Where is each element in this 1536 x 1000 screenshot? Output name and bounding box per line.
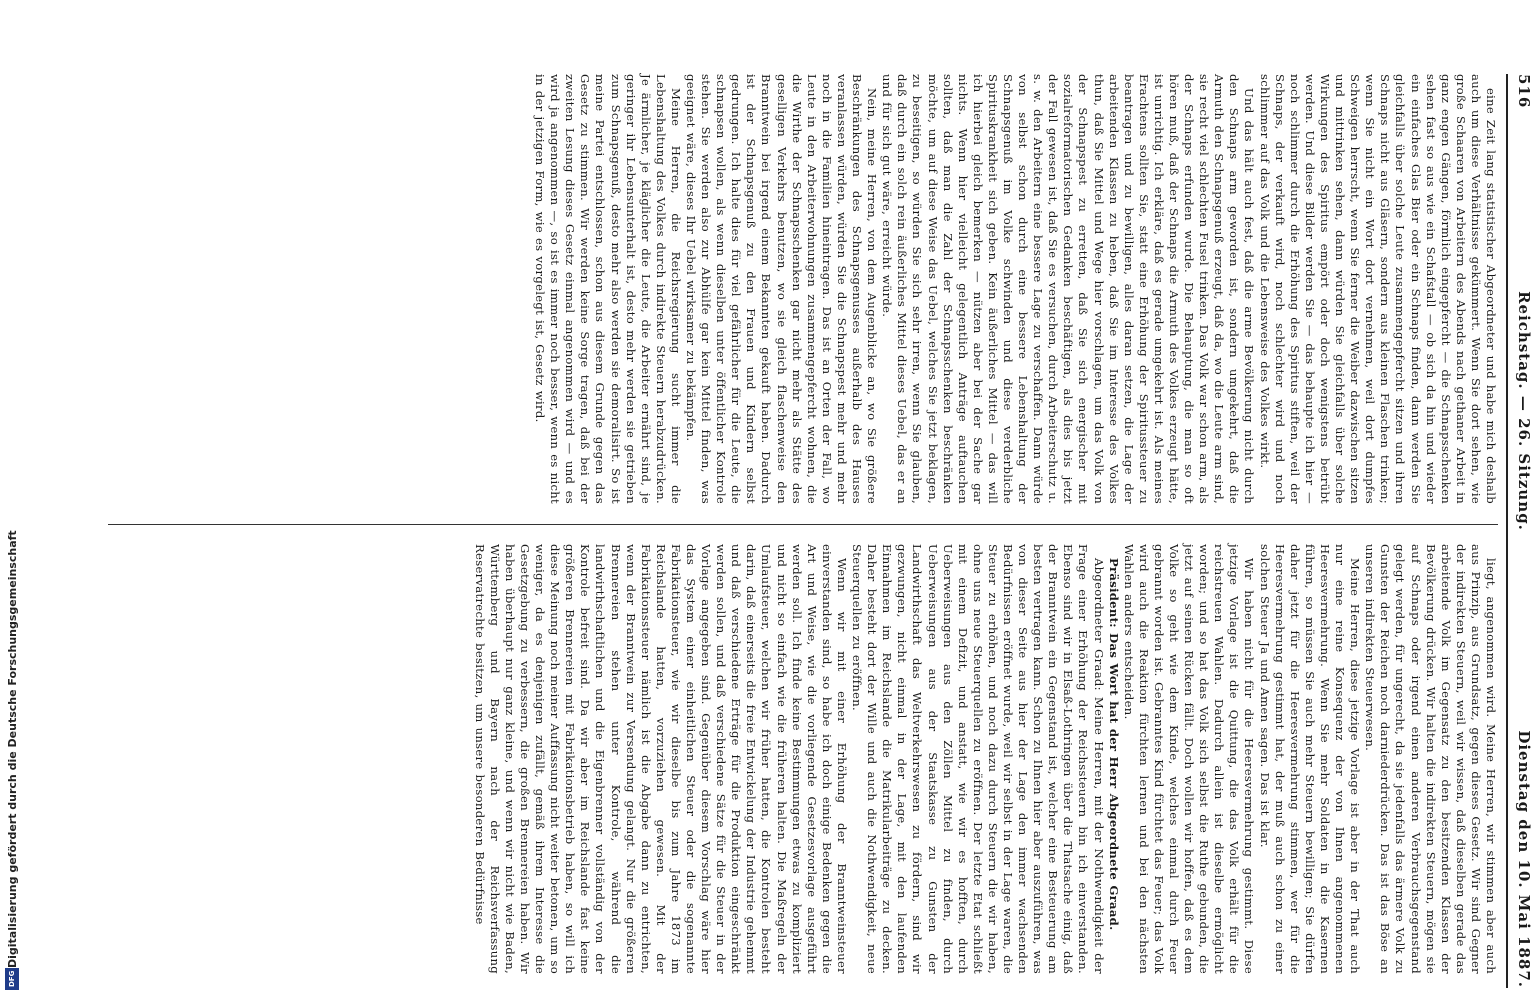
- header-rule: [1506, 74, 1508, 988]
- right-column: [472, 544, 1498, 974]
- session-date: Dienstag den 10. Mai 1887.: [1515, 730, 1533, 988]
- paragraph: Abgeordneter Graad: Meine Herren, mit der Nothwendigkeit der Frage einer Erhöhung der Reichssteuern bin ich einverstanden. Ebenso sind wir in Elsaß-Lothringen über die Thatsache einig, daß der Branntwein ein Gegenstand ist, welcher eine Besteuerung am besten vertragen kann. Schon zu Ihnen hier aber auszuführen, was von dieser Seite aus hier der Lage den immer wachsenden Bedürfnissen eröffnet wurde, weil wir selbst in der Lage waren, die Steuer zu erhöhen, und noch dazu durch Steuern die wir haben, ohne uns neue Steuerquellen zu eröffnen. Der letzte Etat schließt mit einem Defizit, und anstatt, wie wir es hofften, durch Ueberweisungen aus den Zöllen Mittel zu finden, durch Ueberweisungen aus der Staatskasse zu Gunsten der Landwirthschaft das Weltverkehrswesen zu fördern, sind wir gezwungen, nicht einmal in der Lage, mit den laufenden Einnahmen im Reichslande die Matrikularbeiträge zu decken. Daher besteht dort der Wille und auch die Nothwendigkeit, neue Steuerquellen zu eröffnen.: [850, 544, 1106, 974]
- rotated-newspaper-page: [77, 74, 1536, 988]
- funding-credit: Digitalisierung gefördert durch die Deutsche Forschungsgemeinschaft: [6, 530, 19, 968]
- paragraph: Nein, meine Herren, von dem Augenblicke an, wo Sie größere Beschränkungen des Schnapsgenusses außerhalb des Hauses veranlassen würden, würden Sie die Schnapspest mehr und mehr noch in die Familien hineintragen. Das ist an Orten der Fall, wo Leute in den Arbeiterwohnungen zusammengepfercht wohnen, die die Wirthe der Schnapsschenken gar nicht mehr als Stätte des geselligen Verkehrs benutzen, wo sie gleich flaschenweise den Branntwein bei irgend einem Bekannten gekauft haben. Dadurch ist der Schnapsgenuß zu den Frauen und Kindern selbst gedrungen. Ich halte dies für viel gefährlicher für die Leute, die schnapsen wollen, als wenn dieselben unter öffentlicher Kontrole stehen. Sie werden also zur Abhülfe gar kein Mittel finden, was geeignet wäre, dieses Ihr Uebel wirksamer zu bekämpfen.: [684, 74, 880, 504]
- president-speaker-line: Präsident: Das Wort hat der Herr Abgeordnete Graad.: [1106, 558, 1121, 931]
- paragraph: eine Zeit lang statistischer Abgeordneter und habe mich deshalb auch um diese Verhältnisse gekümmert. Wenn Sie dort sehen, wie große Schaaren von Arbeitern des Abends nach gethaner Arbeit in ganz engen Gängen, förmlich eingepfercht — die Schnapsschenken sehen fast so aus wie ein Schafstall — ob sich da hin und wieder ein einfaches Glas Bier oder ein Schnaps finden, dann werden Sie gleichfalls über solche Leute zusammengepfercht sitzen und ihren Schnaps nicht aus Gläsern, sondern aus kleinen Flaschen trinken; wenn Sie nicht ein Wort dort vernehmen, weil dort dumpfes Schweigen herrscht, wenn Sie ferner die Weiber dazwischen sitzen und mittrinken sehen, dann würden Sie gleichfalls über solche Wirkungen des Spiritus empört oder doch wenigstens betrübt werden. Und diese Bilder werden Sie — das behaupte ich hier — noch schlimmer durch die Erhöhung des Spiritus stiften, weil der Schnaps, der verkauft wird, noch schlechter wird und noch schlimmer auf das Volk und die Lebensweise des Volkes wirkt.: [1257, 74, 1498, 504]
- paragraph: Und das hält auch fest, daß die arme Bevölkerung nicht durch den Schnaps arm geworden ist, sondern umgekehrt, daß die Armuth den Schnapsgenuß erzeugt, daß da, wo die Leute arm sind, sie recht viel schlechten Fusel trinken. Das Volk war schon arm, als der Schnaps erfunden wurde. Die Behauptung, die man so oft hören muß, daß der Schnaps die Armuth des Volkes erzeugt hätte, ist unrichtig. Ich erkläre, daß es gerade umgekehrt ist. Als meines Erachtens sollten Sie, statt eine Erhöhung der Spiritussteuer zu beantragen und zu bewilligen, alles daran setzen, die Lage der arbeitenden Klassen zu heben, daß Sie im Interesse des Volkes thun, daß Sie Mittel und Wege hier vorschlagen, um das Volk von der Schnapspest zu erretten, daß Sie sich energischer mit sozialreformatorischen Gedanken beschäftigen, als dies bis jetzt der Fall gewesen ist, daß Sie es versuchen, durch Arbeiterschutz u. s. w. den Arbeitern eine bessere Lage zu verschaffen. Dann würde von selbst schon durch eine bessere Lebenshaltung der Schnapsgenuß im Volke schwinden und diese verderbliche Spirituskrankheit sich geben. Kein äußerliches Mittel — das will ich hierbei gleich bemerken — nützen aber bei der Sache gar nichts. Wenn hier vielleicht gelegentlich Anträge auftauchen sollten, daß man die Zahl der Schnapsschenken beschränken möchte, um auf diese Weise das Uebel, welches Sie jetzt beklagen, zu beseitigen, so würden Sie sich sehr irren, wenn Sie glauben, daß durch ein solch rein äußerliches Mittel dieses Uebel, das er an und für sich gut wäre, erreicht würde.: [880, 74, 1257, 504]
- paragraph: Meine Herren, diese jetzige Vorlage ist aber in der That auch nur eine reine Konsequenz der von Ihnen angenommenen Heeresvermehrung. Wenn Sie mehr Soldaten in die Kasernen führen, so müssen Sie auch mehr Steuern bewilligen; Sie dürfen daher jetzt für die Heeresvermehrung stimmen, wer für die Heeresvermehrung gestimmt hat, der muß auch schon zu einer solchen Steuer Ja und Amen sagen. Das ist klar.: [1257, 544, 1363, 974]
- dfg-logo-icon: DFG: [5, 968, 19, 990]
- paragraph: liegt, angenommen wird. Meine Herren, wir stimmen aber auch aus Prinzip, aus Grundsatz, gegen dieses Gesetz. Wir sind Gegner der indirekten Steuern, weil wir wissen, daß dieselben gerade das arbeitende Volk im Gegensatz zu den besitzenden Klassen der Bevölkerung drücken. Wir halten die indirekten Steuern, mögen sie auf Schnaps oder irgend einen anderen Verbrauchsgegenstand gelegt werden, für ungerecht, da sie jedenfalls das ärmere Volk zu Gunsten der Reichen noch darniederdrücken. Das ist das Böse an unseren indirekten Steuerwesen.: [1363, 544, 1498, 974]
- left-column: [532, 74, 1498, 504]
- page-content: [77, 74, 1536, 988]
- paragraph: Wir haben nicht für die Heeresvermehrung gestimmt. Diese jetzige Vorlage ist die Quittung, die das Volk erhält für die reichstreuen Wahlen. Dadurch allein ist dieselbe ermöglicht worden; und so hat das Volk sich selbst die Ruthe gebunden, die jetzt auf seinen Rücken fällt. Doch wollen wir hoffen, daß es dem Volke so geht wie dem Kinde, welches einmal durch Feuer gebrannt worden ist. Gebranntes Kind fürchtet das Feuer; das Volk wird auch die Reaktion fürchten lernen und bei den nächsten Wahlen anders entscheiden.: [1121, 544, 1257, 974]
- paragraph: Meine Herren, die Reichsregierung sucht immer die Lebenshaltung des Volkes durch indirekte Steuern herabzudrücken. Je ärmlicher, je kläglicher die Leute, die Arbeiter ernährt sind, je geringer ihr Lebensunterhalt ist, desto mehr werden sie getrieben zum Schnapsgenuß, desto mehr also werden sie demoralisirt. So ist meine Partei entschlossen, schon aus diesem Grunde gegen das Gesetz zu stimmen. Wir werden keine Sorge tragen, daß bei der zweiten Lesung dieses Gesetz einmal angenommen wird — und es wird ja angenommen —, so ist es immer noch besser, wenn es nicht in der jetzigen Form, wie es vorgelegt ist, Gesetz wird.: [533, 74, 683, 504]
- running-title: Reichstag. — 26. Sitzung.: [1515, 291, 1533, 531]
- page-number: 516: [1515, 74, 1533, 109]
- paragraph: Wenn wir mit einer Erhöhung der Branntweinsteuer einverstanden sind, so habe ich doch einige Bedenken gegen die Art und Weise, wie die vorliegende Gesetzesvorlage ausgeführt werden soll. Ich finde keine Bestimmungen etwas zu kompliziert und nicht so einfach wie die früheren halten. Die Maßregeln der Umlaufsteuer, welchen wir früher hatten, die Kontrolen besteht darin, daß einerseits die freie Entwickelung der Industrie gehemmt und daß verschiedene Erträge für die Produktion eingeschränkt werden sollen, und daß verschiedene Sätze für die Steuer in der Vorlage angegeben sind. Gegenüber diesem Vorschlag wäre hier das System einer einheitlichen Steuer oder die sogenannte Fabrikationsteuer, wie wir dieselbe bis zum Jahre 1873 im Reichslande hatten, vorzuziehen gewesen. Mit der Fabrikationssteuer nämlich ist die Abgabe dann zu entrichten, wenn der Branntwein zur Versendung gelangt. Nur die größeren Brennereien stehen unter Kontrole, während die landwirthschaftlichen und die Eigenbrenner vollständig von der Kontrole befreit sind. Da wir aber im Reichslande fast keine größeren Brennereien mit Fabrikationsbetrieb haben, so will ich diese Meinung noch meiner Auffassung nicht weiter betonen, um so weniger, da es denjenigen zufällt, gemäß ihrem Interesse die Gesetzgebung zu verbessern, die großen Brennereien haben. Wir haben überhaupt nur ganz kleine, und wenn wir nicht wie Baden, Württemberg und Bayern nach der Reichsverfassung Reservatrechte besitzen, um unsere besonderen Bedürfnisse: [472, 544, 849, 975]
- digitization-note: [2, 0, 26, 1000]
- page-header: [1512, 74, 1536, 988]
- column-divider: [108, 524, 1498, 525]
